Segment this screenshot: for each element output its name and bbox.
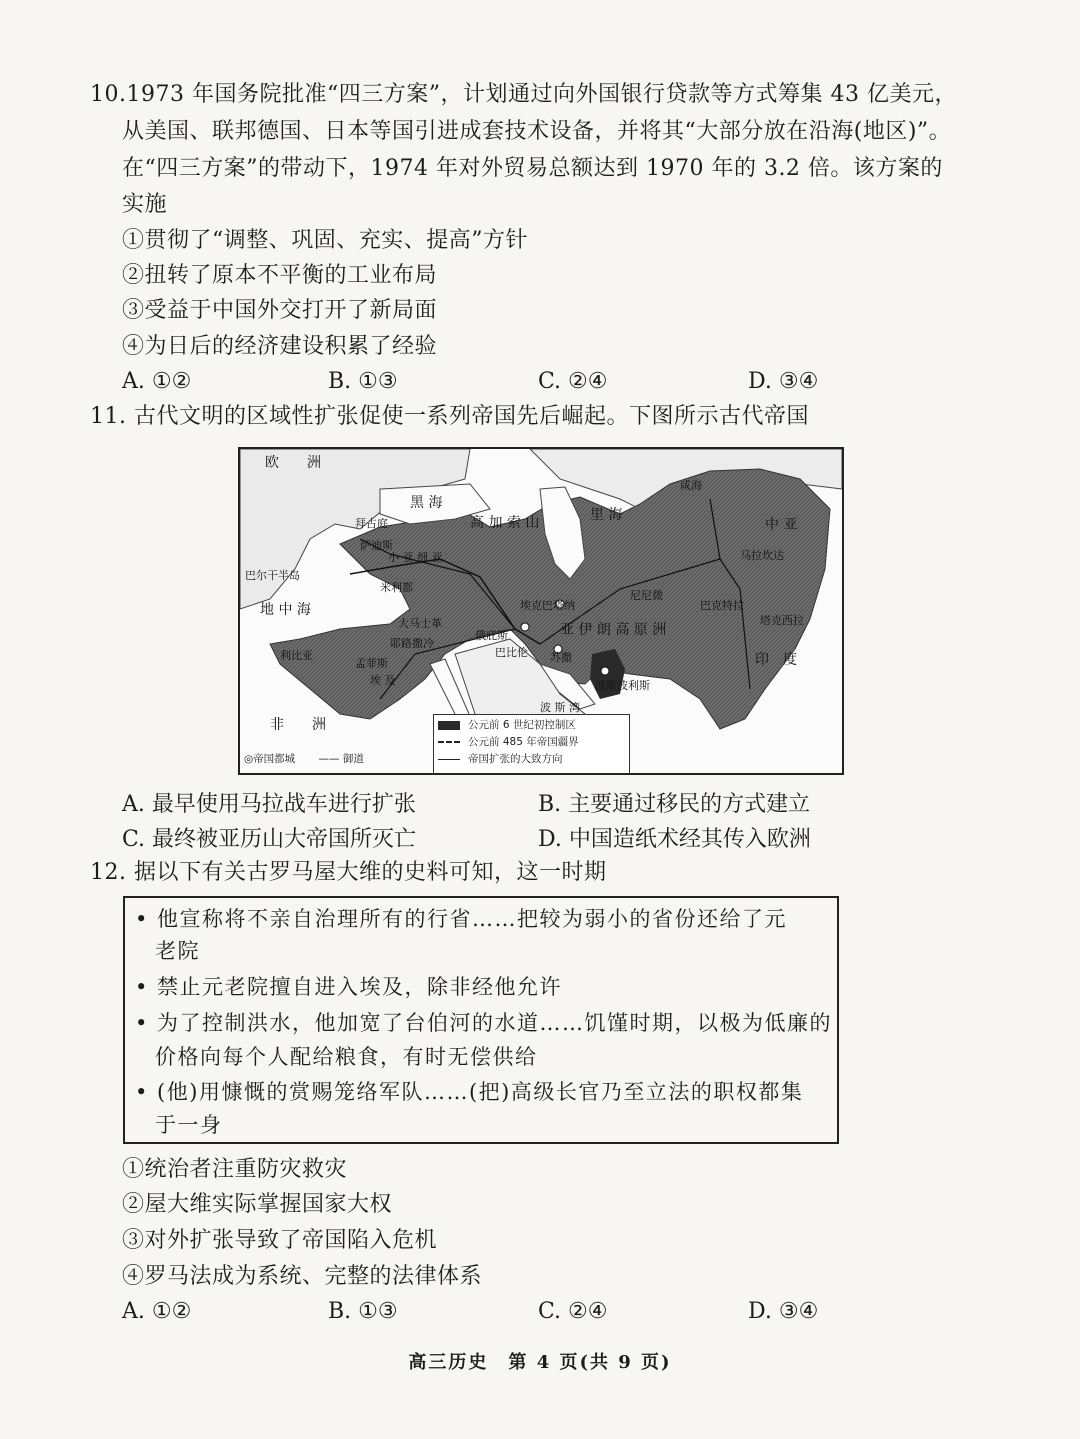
source-line: • 禁止元老院擅自进入埃及，除非经他允许 xyxy=(135,975,563,999)
legend-area-label: 公元前 6 世纪初控制区 xyxy=(468,719,576,731)
legend-swatch-arrow xyxy=(438,759,460,760)
map-label-libya: 利比亚 xyxy=(280,649,313,662)
q12-stem: 12. 据以下有关古罗马屋大维的史料可知，这一时期 xyxy=(90,860,607,885)
q11-option-d[interactable]: D. 中国造纸术经其传入欧洲 xyxy=(538,827,811,852)
legend-swatch-area xyxy=(438,721,460,730)
map-label-miletus: 米利都 xyxy=(380,581,413,594)
q10-option-a[interactable]: A. ①② xyxy=(122,369,192,394)
map-label-europe: 欧 洲 xyxy=(265,455,321,471)
q12-item: ①统治者注重防灾救灾 xyxy=(122,1157,348,1182)
map-label-asia-minor: 小 亚 细 亚 xyxy=(388,551,443,564)
map-label-bactra: 巴克特拉 xyxy=(700,599,744,612)
q12-item: ③对外扩张导致了帝国陷入危机 xyxy=(122,1228,438,1253)
q11-option-c[interactable]: C. 最终被亚历山大帝国所灭亡 xyxy=(122,827,417,852)
q10-stem-line: 在“四三方案”的带动下，1974 年对外贸易总额达到 1970 年的 3.2 倍。该方案的 xyxy=(122,156,943,181)
map-label-byzantium: 拜占庭 xyxy=(355,517,388,530)
legend-row-area xyxy=(438,718,576,732)
persian-empire-map xyxy=(238,447,844,775)
q10-stem-line: 从美国、联邦德国、日本等国引进成套技术设备，并将其“大部分放在沿海(地区)”。 xyxy=(122,119,952,144)
map-label-africa: 非 洲 xyxy=(270,717,326,733)
map-label-aral: 咸海 xyxy=(680,479,702,492)
map-label-egypt: 埃 及 xyxy=(370,674,396,687)
source-line: • 他宣称将不亲自治理所有的行省……把较为弱小的省份还给了元 xyxy=(135,907,788,931)
q12-option-d[interactable]: D. ③④ xyxy=(748,1299,819,1324)
q12-option-b[interactable]: B. ①③ xyxy=(328,1299,398,1324)
q10-stem-line: 实施 xyxy=(122,192,168,217)
legend-border-label: 公元前 485 年帝国疆界 xyxy=(468,736,579,748)
map-label-opis: 俄庇斯 xyxy=(475,629,508,642)
map-label-central-asia: 中 亚 xyxy=(765,517,798,533)
source-line: • (他)用慷慨的赏赐笼络军队……(把)高级长官乃至立法的职权都集 xyxy=(135,1080,804,1104)
source-line: 价格向每个人配给粮食，有时无偿供给 xyxy=(155,1045,538,1069)
q12-option-a[interactable]: A. ①② xyxy=(122,1299,192,1324)
q10-item: ④为日后的经济建设积累了经验 xyxy=(122,334,438,359)
map-label-babylon: 巴比伦 xyxy=(495,646,528,659)
map-label-black-sea: 黑 海 xyxy=(410,495,443,511)
q12-item: ②屋大维实际掌握国家大权 xyxy=(122,1192,393,1217)
map-label-jerusalem: 耶路撒冷 xyxy=(390,637,434,650)
source-line: 老院 xyxy=(155,939,200,963)
map-label-caspian: 里 海 xyxy=(590,507,623,523)
q11-option-b[interactable]: B. 主要通过移民的方式建立 xyxy=(538,792,811,817)
q10-stem-line: 10.1973 年国务院批准“四三方案”，计划通过向外国银行贷款等方式筹集 43 亿美元， xyxy=(90,82,957,107)
capital-marker xyxy=(601,667,609,675)
q11-stem: 11. 古代文明的区域性扩张促使一系列帝国先后崛起。下图所示古代帝国 xyxy=(90,404,809,429)
map-legend xyxy=(433,714,630,774)
legend-capital-label: ◎帝国都城 xyxy=(244,753,296,765)
map-label-mediterranean: 地 中 海 xyxy=(260,602,311,618)
source-line: • 为了控制洪水，他加宽了台伯河的水道……饥馑时期，以极为低廉的 xyxy=(135,1011,833,1035)
q10-item: ②扭转了原本不平衡的工业布局 xyxy=(122,263,438,288)
map-label-persepolis: 波斯波利斯 xyxy=(595,679,650,692)
map-label-greece: 巴尔干半岛 xyxy=(245,569,300,582)
source-line: 于一身 xyxy=(155,1113,223,1137)
legend-arrow-label: 帝国扩张的大致方向 xyxy=(468,753,563,765)
page-footer: 高三历史 第 4 页(共 9 页) xyxy=(408,1352,672,1373)
capital-legend xyxy=(244,751,364,766)
map-label-maracanda: 马拉坎达 xyxy=(740,549,784,562)
q12-source-box xyxy=(123,896,839,1144)
map-label-caucasus: 高 加 索 山 xyxy=(470,515,540,531)
map-label-plateau: 亚 伊 朗 高 原 洲 xyxy=(560,622,667,638)
map-label-taxila: 塔克西拉 xyxy=(760,614,804,627)
q10-option-c[interactable]: C. ②④ xyxy=(538,369,608,394)
legend-row-border xyxy=(438,735,579,749)
map-label-memphis: 孟菲斯 xyxy=(355,657,388,670)
q10-item: ③受益于中国外交打开了新局面 xyxy=(122,298,438,323)
q12-option-c[interactable]: C. ②④ xyxy=(538,1299,608,1324)
legend-row-arrow xyxy=(438,752,563,766)
q10-item: ①贯彻了“调整、巩固、充实、提高”方针 xyxy=(122,228,528,253)
q10-option-b[interactable]: B. ①③ xyxy=(328,369,398,394)
map-label-susa: 苏撒 xyxy=(550,651,572,664)
map-label-damascus: 大马士革 xyxy=(398,617,442,630)
capital-marker xyxy=(521,623,529,631)
legend-road-label: —— 御道 xyxy=(318,753,364,765)
map-label-ecbatana: 埃克巴塔纳 xyxy=(520,599,575,612)
map-label-nineveh: 尼尼微 xyxy=(630,589,663,602)
q11-option-a[interactable]: A. 最早使用马拉战车进行扩张 xyxy=(122,792,416,817)
q12-item: ④罗马法成为系统、完整的法律体系 xyxy=(122,1264,483,1289)
q10-option-d[interactable]: D. ③④ xyxy=(748,369,819,394)
map-label-persian-gulf: 波 斯 湾 xyxy=(540,701,580,714)
map-label-sardis: 萨迪斯 xyxy=(360,539,393,552)
map-label-india: 印 度 xyxy=(755,652,797,668)
legend-swatch-border xyxy=(438,741,460,743)
